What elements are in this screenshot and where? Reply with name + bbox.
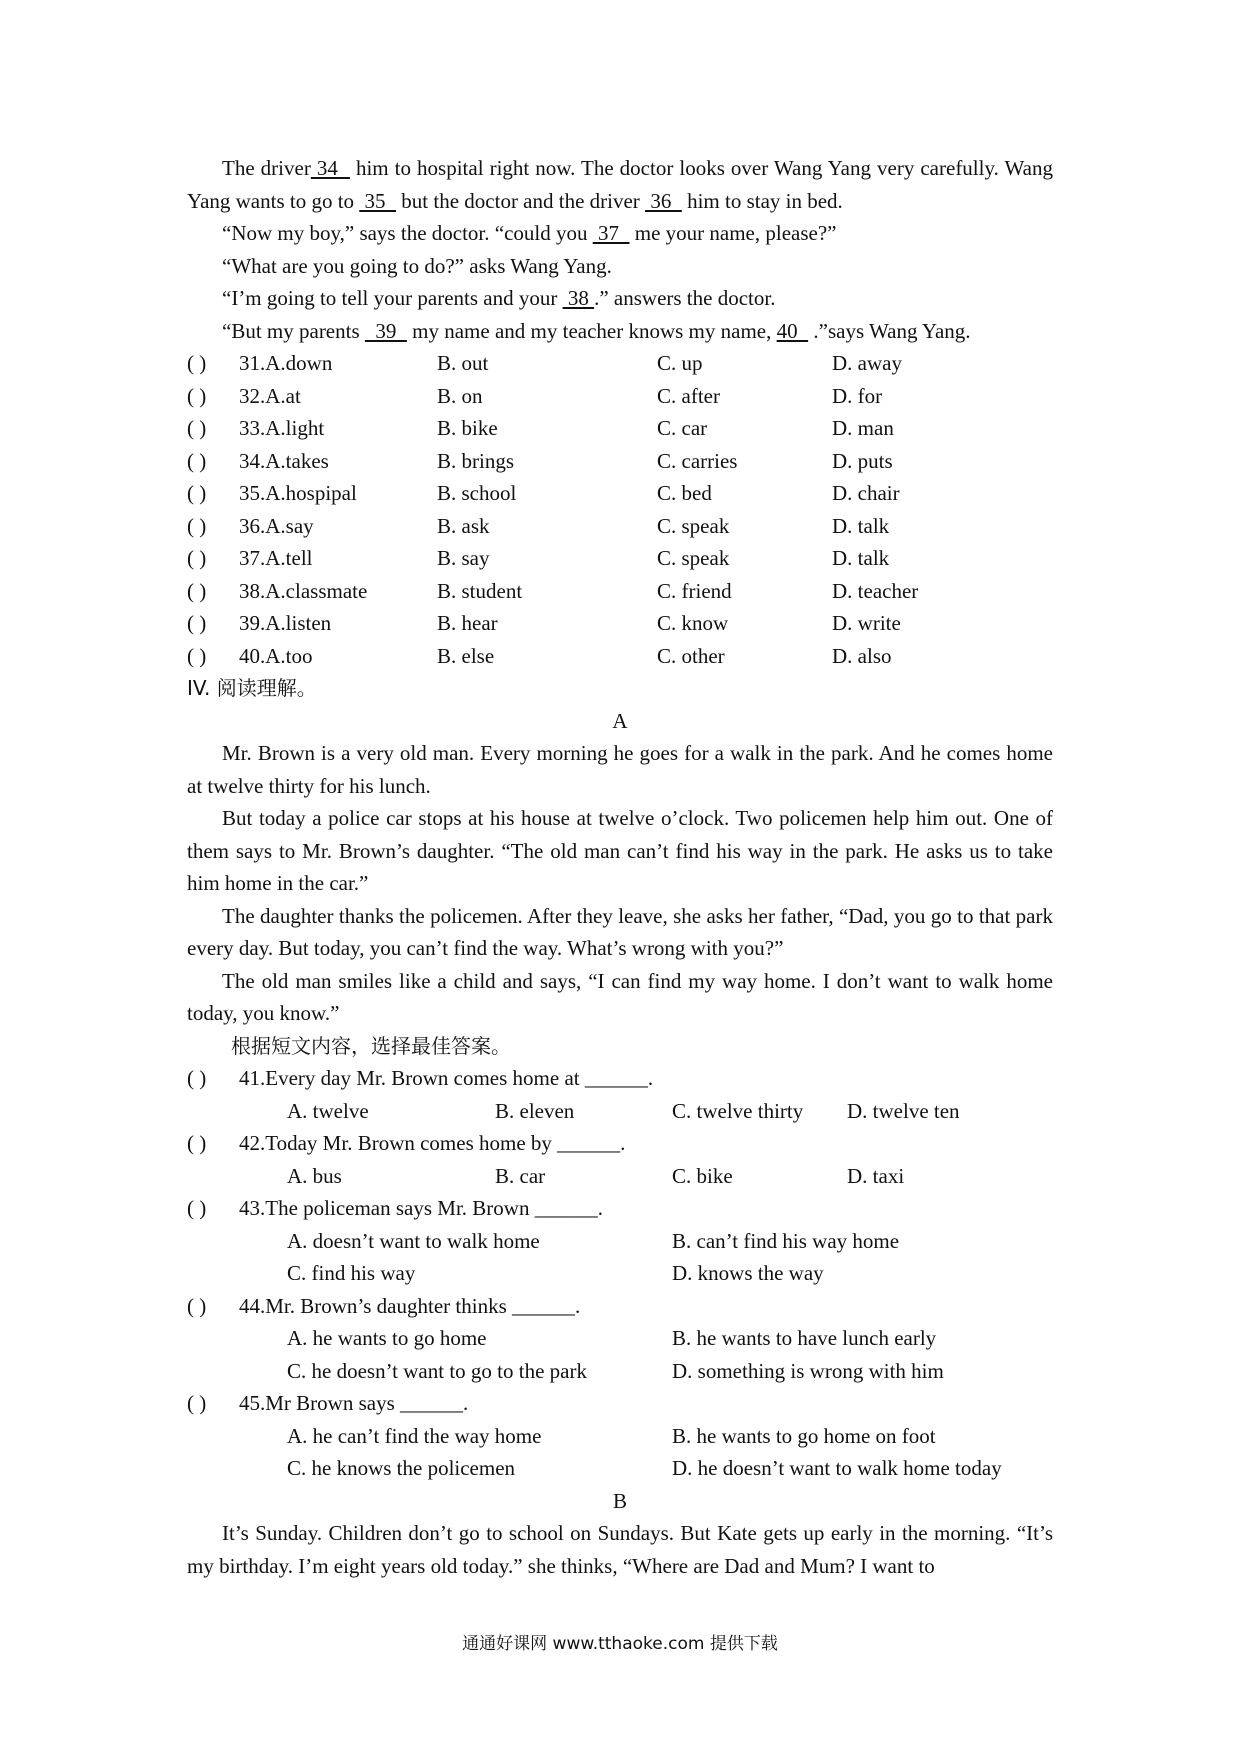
option-a: 33.A.light: [239, 416, 325, 440]
text: The driver: [222, 156, 311, 180]
option-c: C. after: [657, 383, 720, 408]
instruction: 根据短文内容，选择最佳答案。: [231, 1033, 511, 1058]
option-b: B. hear: [437, 611, 498, 635]
question-row: [187, 380, 1053, 413]
options-row: [187, 1225, 1053, 1258]
option-a: 39.A.listen: [239, 611, 332, 635]
option-a: A. he can’t find the way home: [287, 1423, 542, 1448]
question-stem: [187, 1062, 1053, 1095]
option-a: 32.A.at: [239, 383, 301, 408]
option-b: B. student: [437, 578, 523, 603]
text: .”says Wang Yang.: [808, 318, 971, 343]
option-d: D. talk: [832, 546, 890, 570]
option-d: D. puts: [832, 448, 893, 473]
answer-paren[interactable]: ( ): [187, 513, 207, 538]
option-c: C. find his way: [287, 1261, 416, 1285]
answer-paren[interactable]: ( ): [187, 416, 207, 440]
question-stem: [187, 1192, 1053, 1225]
option-c: C. bike: [672, 1163, 733, 1188]
question-stem: [187, 1290, 1053, 1323]
option-d: D. he doesn’t want to walk home today: [672, 1456, 1002, 1480]
options-row: [187, 1257, 1053, 1290]
option-b: B. he wants to go home on foot: [672, 1423, 936, 1448]
option-d: D. something is wrong with him: [672, 1358, 944, 1383]
option-b: B. say: [437, 546, 490, 570]
question-row: [187, 575, 1053, 608]
passage-a-paragraph: But today a police car stops at his house at twelve o’clock. Two policemen help him out. One of them says to Mr. Brown’s daughter. “The old man can’t find his way in the park. He asks us to take him home in the car.”: [187, 806, 1053, 895]
options-row: [187, 1095, 1053, 1128]
option-b: B. on: [437, 383, 483, 408]
cloze-paragraph-3: “What are you going to do?” asks Wang Yang.: [222, 253, 612, 278]
option-c: C. other: [657, 643, 725, 668]
question-row: [187, 477, 1053, 510]
option-c: C. bed: [657, 481, 712, 505]
options-row: [187, 1355, 1053, 1388]
blank-39: 39: [364, 318, 407, 343]
passage-a-paragraph: The daughter thanks the policemen. After they leave, she asks her father, “Dad, you go to that park every day. But today, you can’t find the way. What’s wrong with you?”: [187, 903, 1053, 960]
option-d: D. taxi: [847, 1163, 905, 1188]
option-d: D. teacher: [832, 578, 919, 603]
blank-36: 36: [645, 188, 682, 213]
option-a: 34.A.takes: [239, 448, 329, 473]
option-c: C. car: [657, 416, 708, 440]
option-d: D. man: [832, 416, 894, 440]
question-row: [187, 445, 1053, 478]
option-b: B. out: [437, 351, 489, 375]
option-a: A. he wants to go home: [287, 1326, 487, 1350]
options-row: [187, 1322, 1053, 1355]
option-a: 35.A.hospipal: [239, 481, 357, 505]
option-b: B. bike: [437, 416, 498, 440]
cloze-paragraph-5: [187, 315, 1053, 348]
blank-35: 35: [359, 188, 397, 213]
option-b: B. car: [495, 1163, 546, 1188]
answer-paren[interactable]: ( ): [187, 448, 207, 473]
option-d: D. chair: [832, 481, 900, 505]
question-text: 44.Mr. Brown’s daughter thinks ______.: [239, 1293, 581, 1318]
text: my name and my teacher knows my name,: [406, 318, 777, 343]
option-c: C. speak: [657, 546, 730, 570]
section-heading: IV. 阅读理解。: [187, 676, 317, 700]
answer-paren[interactable]: ( ): [187, 578, 207, 603]
option-c: C. up: [657, 351, 703, 375]
option-b: B. else: [437, 643, 495, 668]
question-row: [187, 347, 1053, 380]
cloze-question-list: [187, 347, 1053, 672]
options-row: [187, 1420, 1053, 1453]
answer-paren[interactable]: ( ): [187, 1196, 207, 1220]
text: me your name, please?”: [629, 221, 837, 245]
cloze-paragraph-1: [187, 152, 1053, 217]
option-d: D. knows the way: [672, 1261, 824, 1285]
answer-paren[interactable]: ( ): [187, 546, 207, 570]
option-b: B. brings: [437, 448, 515, 473]
option-b: B. eleven: [495, 1098, 575, 1123]
option-d: D. for: [832, 383, 883, 408]
text: him to hospital right now. The doctor looks over Wang Yang very carefully. Wang Yang wants to go to: [187, 156, 1053, 213]
text: him to stay in bed.: [681, 188, 843, 213]
blank-40: 40: [776, 318, 809, 343]
blank-38: 38: [562, 286, 595, 310]
option-a: 31.A.down: [239, 351, 333, 375]
answer-paren[interactable]: ( ): [187, 1293, 207, 1318]
option-c: C. speak: [657, 513, 730, 538]
question-row: [187, 607, 1053, 640]
question-stem: [187, 1127, 1053, 1160]
question-text: 41.Every day Mr. Brown comes home at ______.: [239, 1066, 654, 1090]
option-d: D. talk: [832, 513, 890, 538]
passage-a-paragraph: Mr. Brown is a very old man. Every morning he goes for a walk in the park. And he comes home at twelve thirty for his lunch.: [187, 741, 1053, 798]
answer-paren[interactable]: ( ): [187, 383, 207, 408]
cloze-paragraph-4: [187, 282, 1053, 315]
option-b: B. ask: [437, 513, 490, 538]
cloze-paragraph-2: [187, 217, 1053, 250]
option-c: C. he knows the policemen: [287, 1456, 516, 1480]
text: “Now my boy,” says the doctor. “could you: [222, 221, 593, 245]
option-a: A. bus: [287, 1163, 342, 1188]
option-a: A. doesn’t want to walk home: [287, 1228, 540, 1253]
passage-b-paragraph: It’s Sunday. Children don’t go to school on Sundays. But Kate gets up early in the morning. “It’s my birthday. I’m eight years old today.” she thinks, “Where are Dad and Mum? I want to: [187, 1521, 1053, 1578]
question-text: 42.Today Mr. Brown comes home by ______.: [239, 1131, 626, 1155]
options-row: [187, 1452, 1053, 1485]
option-c: C. friend: [657, 578, 732, 603]
passage-a-paragraph: The old man smiles like a child and says, “I can find my way home. I don’t want to walk home today, you know.”: [187, 968, 1053, 1025]
option-a: 37.A.tell: [239, 546, 313, 570]
answer-paren[interactable]: ( ): [187, 1391, 207, 1415]
option-b: B. school: [437, 481, 517, 505]
answer-paren[interactable]: ( ): [187, 481, 207, 505]
question-row: [187, 510, 1053, 543]
blank-37: 37: [592, 221, 630, 245]
question-text: 45.Mr Brown says ______.: [239, 1391, 469, 1415]
text: “But my parents: [222, 318, 365, 343]
option-b: B. he wants to have lunch early: [672, 1326, 937, 1350]
answer-paren[interactable]: ( ): [187, 1066, 207, 1090]
option-d: D. away: [832, 351, 902, 375]
exam-page: [187, 152, 1053, 1582]
text: “I’m going to tell your parents and your: [222, 286, 563, 310]
option-d: D. also: [832, 643, 892, 668]
text: but the doctor and the driver: [396, 188, 646, 213]
question-row: [187, 412, 1053, 445]
option-a: 40.A.too: [239, 643, 313, 668]
question-row: [187, 542, 1053, 575]
passage-b-label: B: [612, 1488, 627, 1513]
option-a: 38.A.classmate: [239, 578, 368, 603]
blank-34: 34: [310, 156, 350, 180]
option-c: C. know: [657, 611, 729, 635]
answer-paren[interactable]: ( ): [187, 351, 207, 375]
answer-paren[interactable]: ( ): [187, 611, 207, 635]
passage-a-label: A: [612, 708, 628, 733]
options-row: [187, 1160, 1053, 1193]
answer-paren[interactable]: ( ): [187, 643, 207, 668]
option-c: C. carries: [657, 448, 738, 473]
question-row: [187, 640, 1053, 673]
option-c: C. twelve thirty: [672, 1098, 804, 1123]
option-d: D. write: [832, 611, 901, 635]
answer-paren[interactable]: ( ): [187, 1131, 207, 1155]
option-a: 36.A.say: [239, 513, 314, 538]
option-a: A. twelve: [287, 1098, 369, 1123]
option-d: D. twelve ten: [847, 1098, 960, 1123]
text: .” answers the doctor.: [594, 286, 776, 310]
question-stem: [187, 1387, 1053, 1420]
question-text: 43.The policeman says Mr. Brown ______.: [239, 1196, 603, 1220]
option-c: C. he doesn’t want to go to the park: [287, 1358, 587, 1383]
option-b: B. can’t find his way home: [672, 1228, 900, 1253]
page-footer: 通通好课网 www.tthaoke.com 提供下载: [462, 1634, 778, 1654]
